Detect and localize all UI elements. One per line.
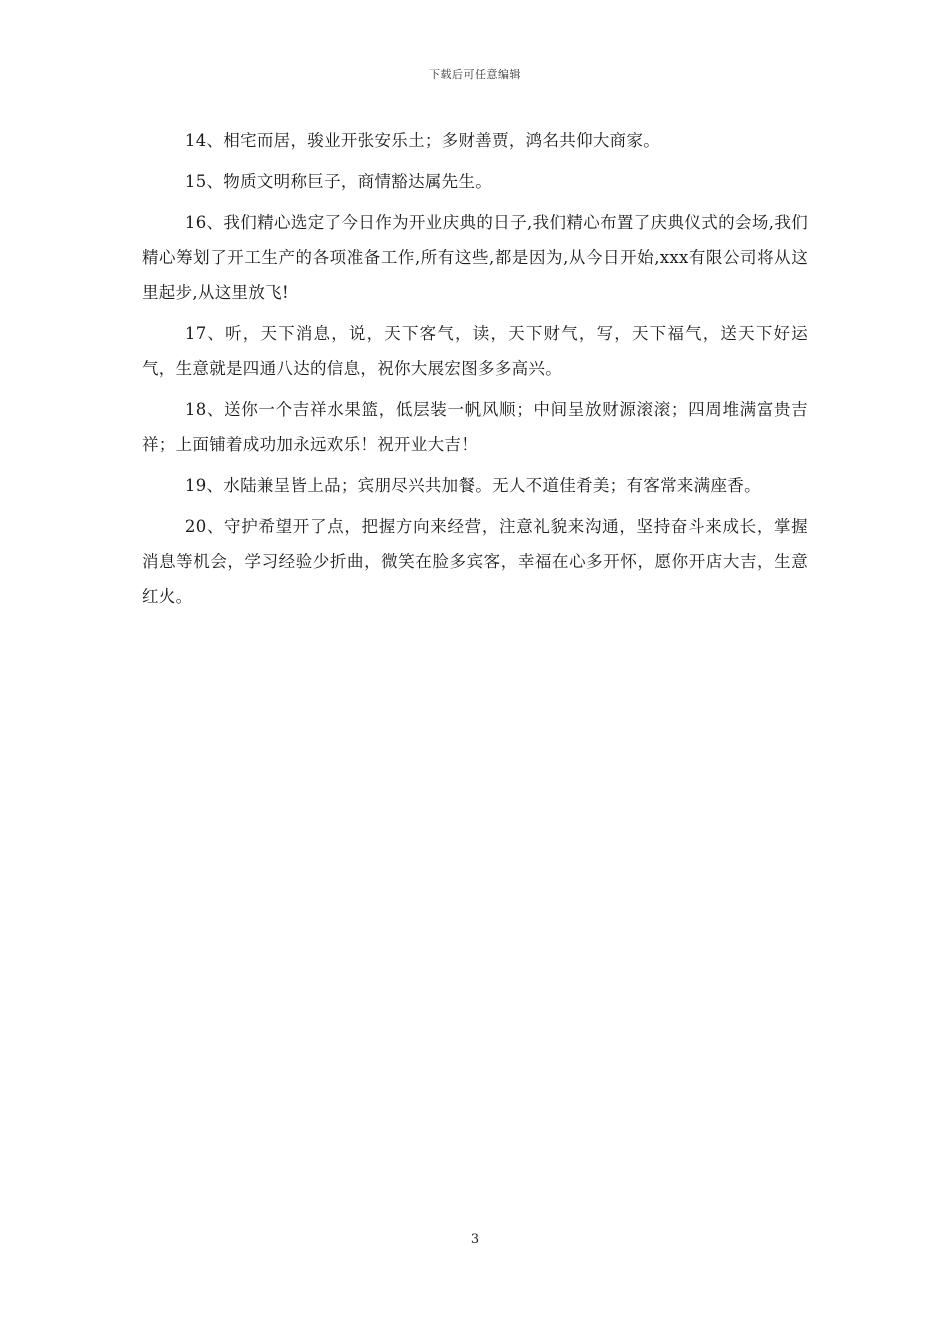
paragraph-16: 16、我们精心选定了今日作为开业庆典的日子,我们精心布置了庆典仪式的会场,我们精心筹划了开工生产的各项准备工作,所有这些,都是因为,从今日开始,xxx有限公司将从这里起步,从这里放飞! [142, 213, 808, 302]
paragraph-19: 19、水陆兼呈皆上品；宾朋尽兴共加餐。无人不道佳肴美；有客常来满座香。 [184, 476, 761, 495]
paragraph-18: 18、送你一个吉祥水果篮，低层装一帆风顺；中间呈放财源滚滚；四周堆满富贵吉祥；上面铺着成功加永远欢乐！祝开业大吉！ [142, 400, 808, 454]
paragraph-14: 14、相宅而居，骏业开张安乐土；多财善贾，鸿名共仰大商家。 [184, 131, 661, 150]
document-body [142, 123, 808, 620]
paragraph-15: 15、物质文明称巨子，商情豁达属先生。 [184, 172, 493, 191]
paragraph-20: 20、守护希望开了点，把握方向来经营，注意礼貌来沟通，坚持奋斗来成长，掌握消息等机会，学习经验少折曲，微笑在脸多宾客，幸福在心多开怀，愿你开店大吉，生意红火。 [142, 517, 808, 606]
paragraph-17: 17、听，天下消息，说，天下客气，读，天下财气，写，天下福气，送天下好运气，生意就是四通八达的信息，祝你大展宏图多多高兴。 [142, 324, 808, 378]
page-number: 3 [470, 1232, 480, 1247]
page-header: 下载后可任意编辑 [429, 68, 521, 81]
